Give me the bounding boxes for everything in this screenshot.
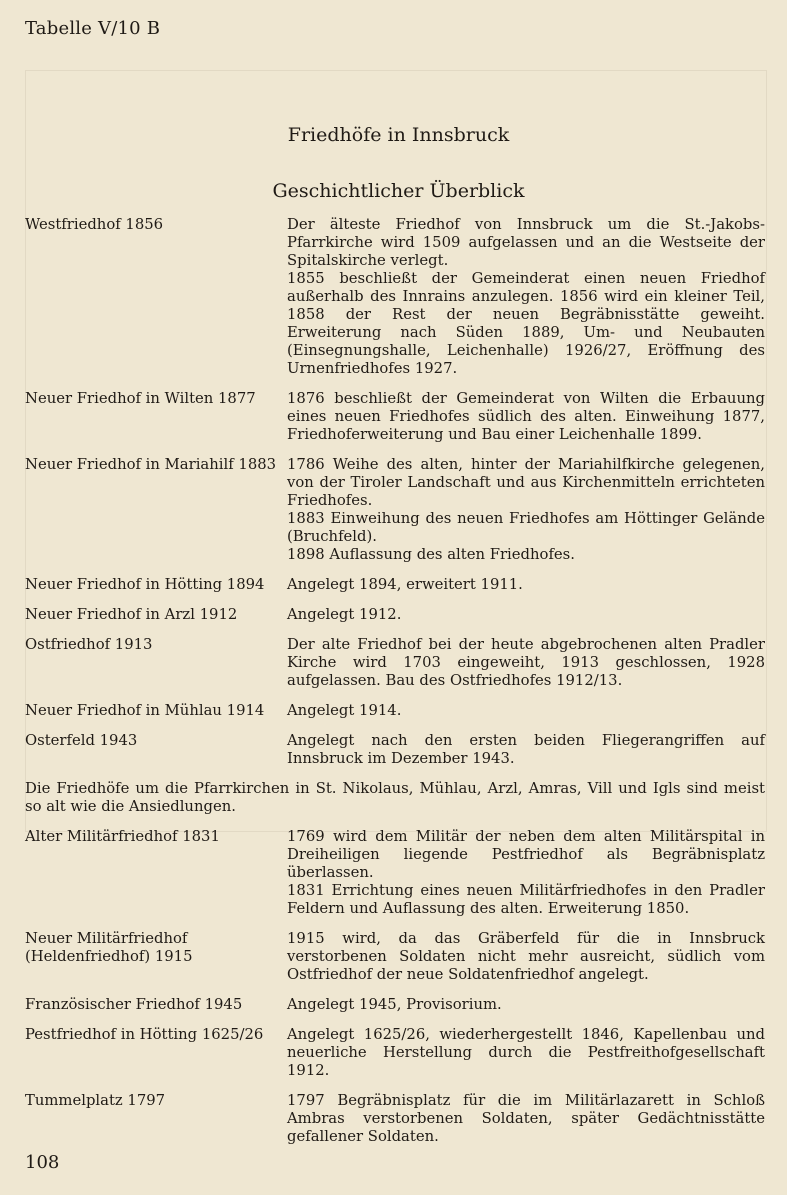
cemetery-history: [287, 1092, 765, 1146]
cemetery-entry: [25, 576, 765, 594]
history-paragraph: 1883 Einweihung des neuen Friedhofes am Höttinger Gelände (Bruchfeld).: [287, 510, 765, 545]
history-paragraph: 1786 Weihe des alten, hinter der Mariahilfkirche gelegenen, von der Tiroler Landschaft und aus Kirchenmitteln errichteten Friedhofes.: [287, 456, 765, 509]
cemetery-entry: [25, 456, 765, 564]
entries-container: [25, 216, 765, 1158]
cemetery-name: Alter Militärfriedhof 1831: [25, 828, 220, 845]
cemetery-entry: [25, 828, 765, 918]
cemetery-entry: [25, 636, 765, 690]
cemetery-entry: [25, 1092, 765, 1146]
history-paragraph: Der alte Friedhof bei der heute abgebrochenen alten Pradler Kirche wird 1703 eingeweiht, 1913 geschlossen, 1928 aufgelassen. Bau des Ostfriedhofes 1912/13.: [287, 636, 765, 689]
cemetery-name: Neuer Friedhof in Arzl 1912: [25, 606, 238, 623]
cemetery-name: Osterfeld 1943: [25, 732, 138, 749]
entries-bottom-list: [25, 828, 765, 1146]
cemetery-name: Neuer Friedhof in Wilten 1877: [25, 390, 256, 407]
history-paragraph: Der älteste Friedhof von Innsbruck um die St.-Jakobs-Pfarrkirche wird 1509 aufgelassen und an die Westseite der Spitalskirche verlegt.: [287, 216, 765, 269]
history-paragraph: 1915 wird, da das Gräberfeld für die in Innsbruck verstorbenen Soldaten nicht mehr ausreicht, südlich vom Ostfriedhof der neue Soldatenfriedhof angelegt.: [287, 930, 765, 983]
cemetery-history: [287, 828, 765, 918]
cemetery-history: [287, 576, 765, 594]
history-paragraph: 1797 Begräbnisplatz für die im Militärlazarett in Schloß Ambras verstorbenen Soldaten, später Gedächtnisstätte gefallener Soldaten.: [287, 1092, 765, 1145]
page-number: 108: [25, 1152, 60, 1173]
table-label: Tabelle V/10 B: [25, 18, 161, 39]
history-paragraph: 1898 Auflassung des alten Friedhofes.: [287, 546, 575, 563]
cemetery-entry: [25, 996, 765, 1014]
cemetery-history: [287, 636, 765, 690]
history-paragraph: Angelegt 1945, Provisorium.: [287, 996, 502, 1013]
cemetery-name: Neuer Friedhof in Hötting 1894: [25, 576, 265, 593]
history-paragraph: 1769 wird dem Militär der neben dem alten Militärspital in Dreiheiligen liegende Pestfriedhof als Begräbnisplatz überlassen.: [287, 828, 765, 881]
cemetery-entry: [25, 606, 765, 624]
cemetery-history: [287, 390, 765, 444]
cemetery-entry: [25, 216, 765, 378]
history-paragraph: 1876 beschließt der Gemeinderat von Wilten die Erbauung eines neuen Friedhofes südlich des alten. Einweihung 1877, Friedhoferweiterung und Bau einer Leichenhalle 1899.: [287, 390, 765, 443]
cemetery-name: Französischer Friedhof 1945: [25, 996, 243, 1013]
cemetery-name: Neuer Friedhof in Mühlau 1914: [25, 702, 265, 719]
entries-top-list: [25, 216, 765, 768]
note-paragraph: Die Friedhöfe um die Pfarrkirchen in St. Nikolaus, Mühlau, Arzl, Amras, Vill und Igls sind meist so alt wie die Ansiedlungen.: [25, 780, 765, 815]
history-paragraph: Angelegt 1914.: [287, 702, 402, 719]
cemetery-entry: [25, 930, 765, 984]
cemetery-entry: [25, 390, 765, 444]
history-paragraph: 1831 Errichtung eines neuen Militärfriedhofes in den Pradler Feldern und Auflassung des alten. Erweiterung 1850.: [287, 882, 765, 917]
cemetery-entry: [25, 702, 765, 720]
cemetery-history: [287, 930, 765, 984]
cemetery-history: [287, 732, 765, 768]
cemetery-name: Neuer Friedhof in Mariahilf 1883: [25, 456, 277, 473]
cemetery-history: [287, 606, 765, 624]
history-paragraph: Angelegt 1912.: [287, 606, 402, 623]
cemetery-history: [287, 702, 765, 720]
cemetery-name: Westfriedhof 1856: [25, 216, 164, 233]
cemetery-entry: [25, 732, 765, 768]
history-paragraph: Angelegt 1625/26, wiederhergestellt 1846, Kapellenbau und neuerliche Herstellung durch die Pestfreithofgesellschaft 1912.: [287, 1026, 765, 1079]
cemetery-history: [287, 1026, 765, 1080]
cemetery-history: [287, 996, 765, 1014]
cemetery-entry: [25, 1026, 765, 1080]
history-paragraph: Angelegt 1894, erweitert 1911.: [287, 576, 523, 593]
cemetery-name: Neuer Militärfriedhof (Heldenfriedhof) 1915: [25, 930, 193, 965]
page-subtitle: Geschichtlicher Überblick: [272, 180, 525, 202]
history-paragraph: Angelegt nach den ersten beiden Fliegerangriffen auf Innsbruck im Dezember 1943.: [287, 732, 765, 767]
cemetery-name: Pestfriedhof in Hötting 1625/26: [25, 1026, 264, 1043]
cemetery-name: Ostfriedhof 1913: [25, 636, 153, 653]
history-paragraph: 1855 beschließt der Gemeinderat einen neuen Friedhof außerhalb des Innrains anzulegen. 1856 wird ein kleiner Teil, 1858 der Rest der neuen Begräbnisstätte geweiht. Erweiterung nach Süden 1889, Um- und Neubauten (Einsegnungshalle, Leichenhalle) 1926/27, Eröffnung des Urnenfriedhofes 1927.: [287, 270, 765, 377]
cemetery-history: [287, 456, 765, 564]
cemetery-name: Tummelplatz 1797: [25, 1092, 166, 1109]
page-title: Friedhöfe in Innsbruck: [287, 124, 510, 146]
cemetery-history: [287, 216, 765, 378]
